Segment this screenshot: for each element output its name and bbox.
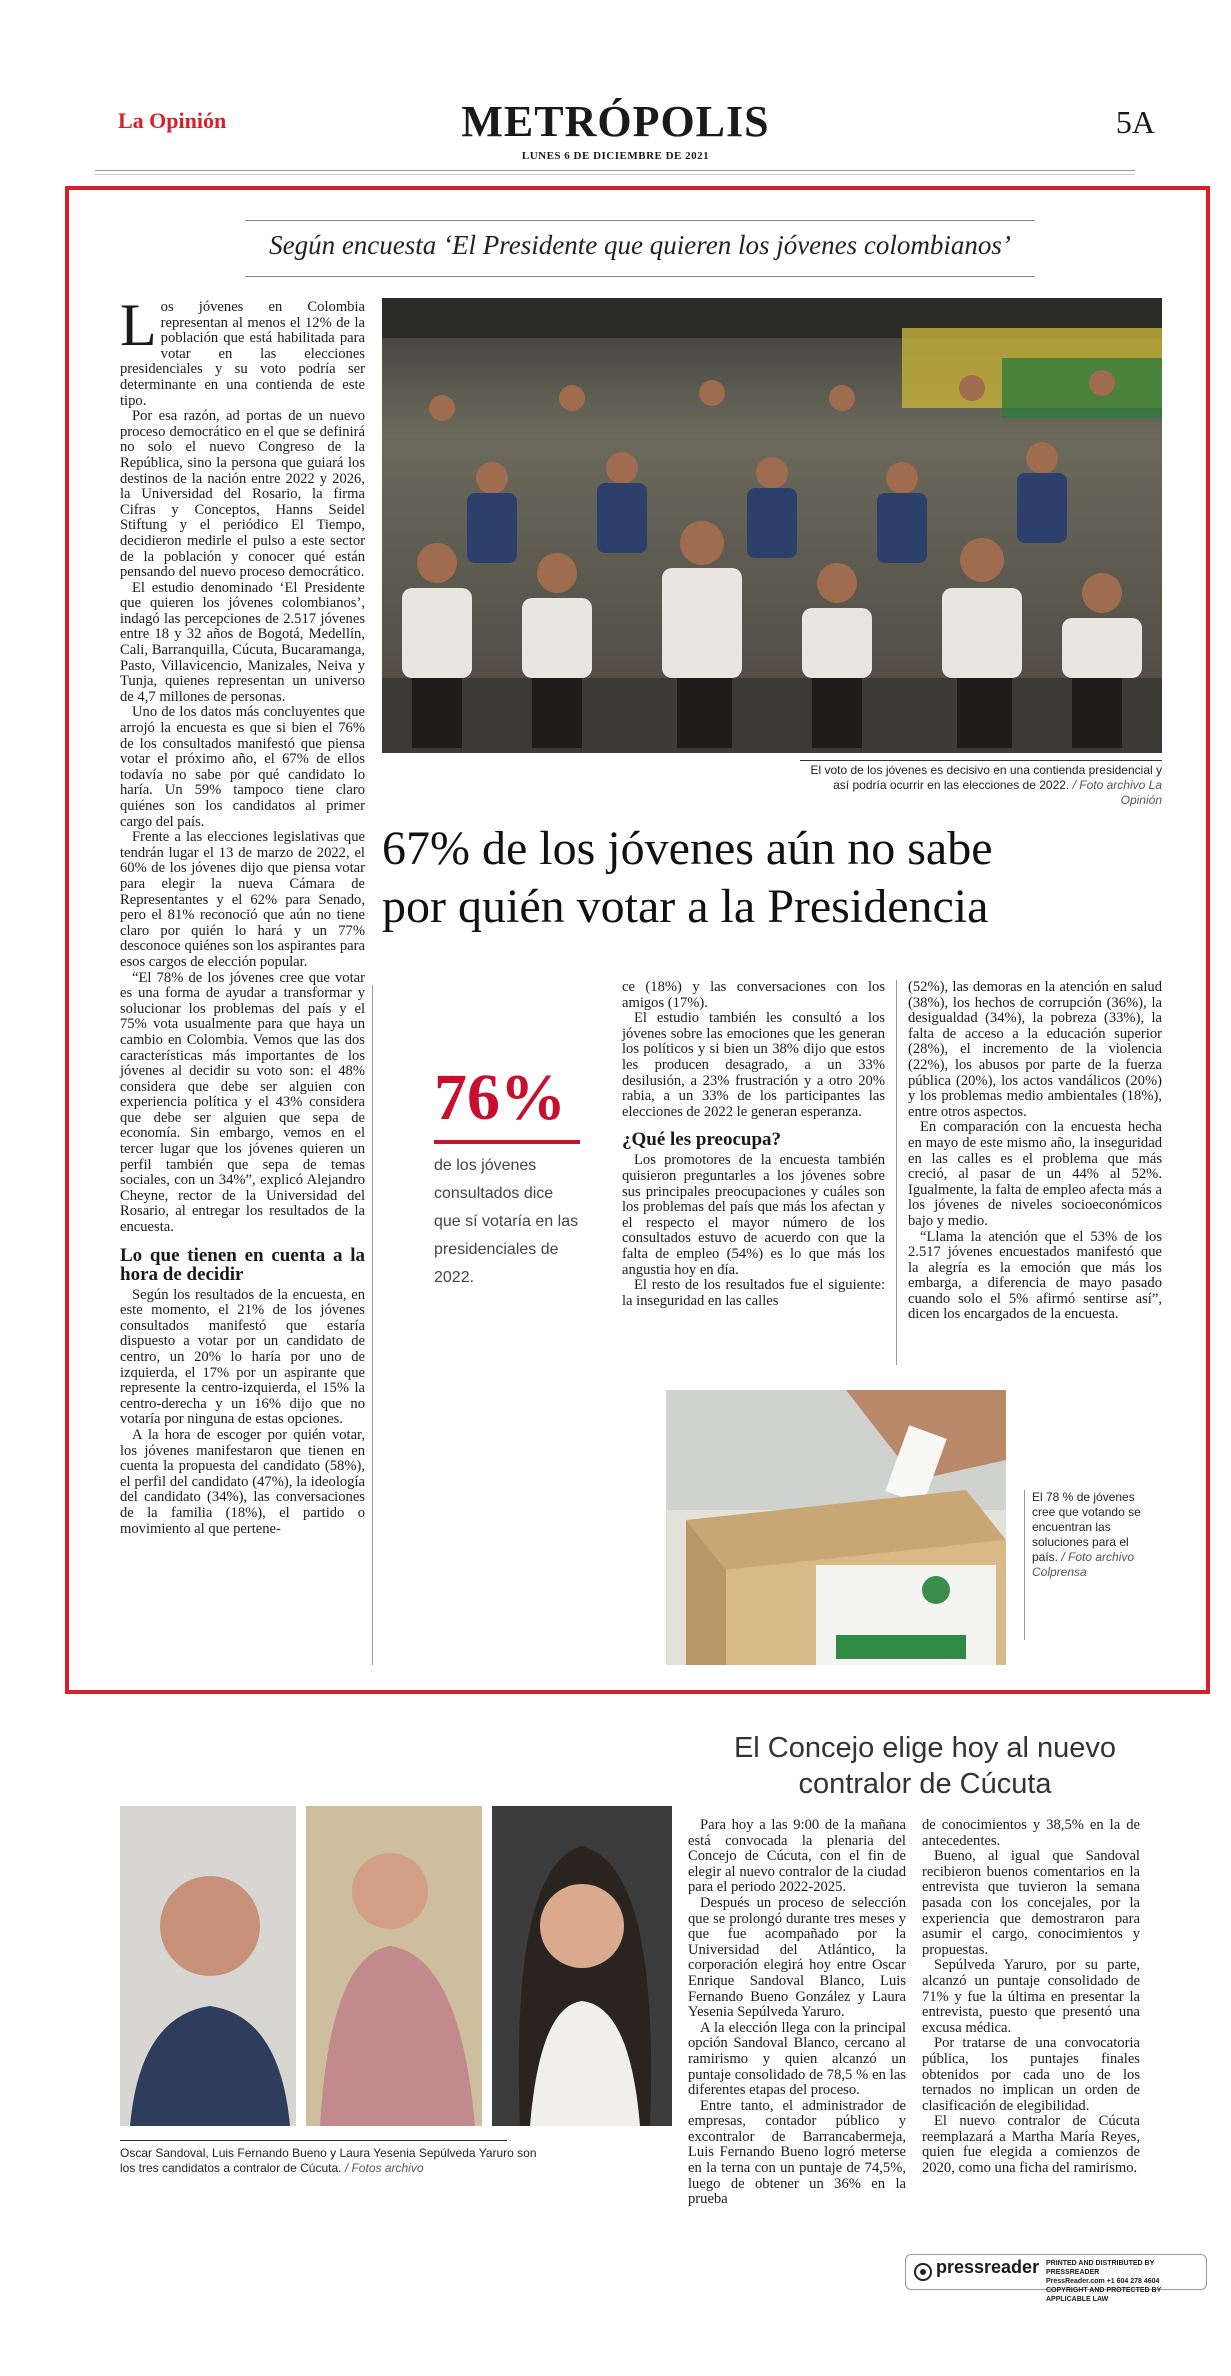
paragraph: Después un proceso de selección que se prolongó durante tres meses y que fue acompañado por la Universidad del Atlántico, la corporación elegirá hoy entre Oscar Enrique Sandoval Blanco, Luis Fernando Bueno González y Laura Yesenia Sepúlveda Yaruro. bbox=[688, 1894, 906, 2021]
students-photo bbox=[382, 298, 1162, 753]
photo-caption bbox=[800, 763, 1162, 808]
subhead: Lo que tienen en cuenta a la hora de decidir bbox=[120, 1244, 365, 1285]
paragraph: (52%), las demoras en la atención en salud (38%), los hechos de corrupción (36%), la desigualdad (34%), la pobreza (33%), la falta de acceso a la educación superior (28%), el incremento de la violencia (22%), los abusos por parte de la fuerza pública (20%), los actos vandálicos (20%) y los problemas medio ambientales (18%), entre otros aspectos. bbox=[908, 979, 1162, 1120]
paragraph: Uno de los datos más concluyentes que arrojó la encuesta es que si bien el 76% de los consultados manifestó que piensa votar el próximo año, el 67% de ellos todavía no sabe por qué candidato lo haría. Un 59% tampoco tiene claro quiénes son los candidatos al primer cargo del país. bbox=[120, 704, 365, 830]
paragraph: “El 78% de los jóvenes cree que votar es una forma de ayudar a transformar y solucionar los problemas del país y el 75% vota usualmente para que haya un cambio en Colombia. Vemos que las dos características más importantes de los jóvenes al decidir su voto son: el 48% considera que debe ser alguien con experiencia política y el 43% considera que debe ser alguien que sepa de economía. Sin embargo, vemos en el tercer lugar que los jóvenes quieren un perfil también que sepa de temas sociales, con un 34%”, explicó Alejandro Cheyne, rector de la Universidad del Rosario, al entregar los resultados de la encuesta. bbox=[120, 969, 365, 1236]
notice-line: PressReader.com +1 604 278 4604 bbox=[1046, 2278, 1160, 2285]
left-column bbox=[120, 292, 365, 1537]
paragraph: El estudio denominado ‘El Presidente que quieren los jóvenes colombianos’, indagó las percepciones de 2.517 jóvenes entre 18 y 32 años de Bogotá, Medellín, Cali, Barranquilla, Cúcuta, Bucaramanga, Pasto, Villavicencio, Manizales, Neiva y Tunja, quienes representan un universo de 4,7 millones de personas. bbox=[120, 579, 365, 705]
column-divider bbox=[372, 985, 373, 1665]
paragraph: Entre tanto, el administrador de empresas, contador público y excontralor de Barrancabermeja, Luis Fernando Bueno logró meterse en la terna con un puntaje de 74,5%, luego de obtener un 36% en la prueba bbox=[688, 2097, 906, 2208]
subhead: ¿Qué les preocupa? bbox=[622, 1129, 782, 1151]
paragraph: os jóvenes en Colombia representan al menos el 12% de la población que está habilitada para votar en las elecciones presidenciales y su voto podría ser determinante en una contienda de este tipo. bbox=[120, 299, 365, 409]
paragraph: El estudio también les consultó a los jóvenes sobre las emociones que les generan los políticos y si bien un 38% dijo que estos les producen desagrado, a un 33% desilusión, a 23% frustración y a otro 20% rabia, a un 33% de los participantes las elecciones de 2022 le generan esperanza. bbox=[622, 1010, 885, 1120]
headline bbox=[382, 820, 1162, 936]
column-divider bbox=[896, 980, 897, 1365]
drop-cap: L bbox=[120, 292, 157, 358]
caption-divider bbox=[1024, 1490, 1025, 1640]
ballot-illustration bbox=[666, 1390, 1006, 1665]
candidates-caption bbox=[120, 2146, 540, 2176]
stat-value: 76% bbox=[434, 1061, 566, 1134]
paragraph: Bueno, al igual que Sandoval recibieron buenos comentarios en la entrevista que tuvieron la semana pasada con los concejales, por la experiencia que demostraron para asumir el cargo, conocimientos y propuestas. bbox=[922, 1848, 1140, 1958]
pressreader-badge[interactable] bbox=[905, 2254, 1207, 2303]
crowd-illustration bbox=[382, 298, 1162, 753]
headline-line: 67% de los jóvenes aún no sabe bbox=[382, 822, 993, 875]
section-title: METRÓPOLIS bbox=[461, 97, 770, 146]
pressreader-logo: pressreader bbox=[936, 2257, 1040, 2277]
caption-credit: / Fotos archivo bbox=[344, 2161, 424, 2175]
caption-text: Oscar Sandoval, Luis Fernando Bueno y Laura Yesenia Sepúlveda Yaruro son los tres candidatos a contralor de Cúcuta. bbox=[120, 2146, 537, 2175]
paragraph: Frente a las elecciones legislativas que tendrán lugar el 13 de marzo de 2022, el 60% de los jóvenes dijo que piensa votar para elegir la nueva Cámara de Representantes y el 62% para Senado, pero el 81% reconoció que aún no tiene claro por quién lo hará y un 77% desconoce quiénes son los aspirantes para esos cargos de elección popular. bbox=[120, 829, 365, 970]
paragraph: Según los resultados de la encuesta, en este momento, el 21% de los jóvenes consultados manifestó que estaría dispuesto a votar por un candidato de centro, un 20% lo haría por uno de izquierda, el 17% por un aspirante que represente la centro-izquierda, el 15% la centro-derecha y un 16% dijo que no votaría por ninguna de estas opciones. bbox=[120, 1286, 365, 1428]
kicker-rule-top bbox=[245, 220, 1035, 221]
caption-credit: / Foto archivo La Opinión bbox=[1072, 778, 1162, 807]
ballot-box-photo bbox=[666, 1390, 1006, 1665]
candidates-illustration bbox=[120, 1806, 672, 2126]
kicker-rule-bottom bbox=[245, 276, 1035, 277]
header-rule-secondary bbox=[95, 174, 1135, 175]
stat-rule bbox=[434, 1140, 580, 1144]
second-right-column bbox=[922, 1818, 1140, 2177]
caption-text: El voto de los jóvenes es decisivo en una contienda presidencial y así podría ocurrir en las elecciones de 2022. bbox=[810, 763, 1162, 792]
paragraph: Los promotores de la encuesta también quisieron preguntarles a los jóvenes sobre sus principales preocupaciones y cuáles son los problemas del país que más los afectan y el respecto el mayor número de los consultados estuvo de acuerdo con que la falta de empleo (54%) es lo que más los angustia hoy en día. bbox=[622, 1152, 885, 1278]
caption-rule bbox=[120, 2140, 507, 2141]
paragraph: Por esa razón, ad portas de un nuevo proceso democrático en el que se definirá no solo el nuevo Congreso de la República, sino la persona que guiará los destinos de la nación entre 2022 y 2026, la Universidad del Rosario, la firma Cifras y Conceptos, Hanns Seidel Stiftung y el periódico El Tiempo, decidieron medirle el pulso a este sector de la población y conocer qué están pensando del nuevo proceso democrático. bbox=[120, 408, 365, 581]
candidates-photo bbox=[120, 1806, 672, 2126]
header-rule bbox=[95, 170, 1135, 171]
middle-column bbox=[622, 980, 885, 1309]
paragraph: El resto de los resultados fue el siguiente: la inseguridad en las calles bbox=[622, 1277, 885, 1309]
paragraph: ce (18%) y las conversaciones con los amigos (17%). bbox=[622, 979, 885, 1011]
paragraph: En comparación con la encuesta hecha en mayo de este mismo año, la inseguridad en las calles es el problema que más creció, al pasar de un 44% al 52%. Igualmente, la falta de empleo afecta más a los jóvenes de niveles socioeconómicos bajo y medio. bbox=[908, 1119, 1162, 1229]
paragraph: El nuevo contralor de Cúcuta reemplazará a Martha María Reyes, quien fue elegida a comienzos de 2020, como una ficha del ramirismo. bbox=[922, 2113, 1140, 2177]
caption-rule bbox=[800, 760, 1162, 761]
caption-text: El 78 % de jóvenes cree que votando se encuentran las soluciones para el país. bbox=[1032, 1490, 1141, 1564]
notice-line: PRINTED AND DISTRIBUTED BY PRESSREADER bbox=[1046, 2260, 1155, 2276]
notice-line: COPYRIGHT AND PROTECTED BY APPLICABLE LAW bbox=[1046, 2287, 1162, 2303]
headline-line: por quién votar a la Presidencia bbox=[382, 880, 989, 933]
pressreader-notice bbox=[1046, 2259, 1201, 2304]
kicker: Según encuesta ‘El Presidente que quieren los jóvenes colombianos’ bbox=[269, 230, 1011, 260]
paragraph: A la hora de escoger por quién votar, los jóvenes manifestaron que tienen en cuenta la propuesta del candidato (58%), el perfil del candidato (47%), la ideología del candidato (34%), las conversaciones de la familia (18%), el partido o movimiento al que pertene- bbox=[120, 1426, 365, 1537]
second-left-column bbox=[688, 1818, 906, 2208]
dateline: LUNES 6 DE DICIEMBRE DE 2021 bbox=[521, 150, 710, 162]
paragraph: “Llama la atención que el 53% de los 2.517 jóvenes encuestados manifestó que la alegría es la emoción que más los embarga, a diferencia de mayo pasado cuando solo el 5% afirmó sentirse así”, dicen los encargados de la encuesta. bbox=[908, 1228, 1162, 1323]
paragraph: Para hoy a las 9:00 de la mañana está convocada la plenaria del Concejo de Cúcuta, con el fin de elegir al nuevo contralor de la ciudad para el periodo 2022-2025. bbox=[688, 1817, 906, 1896]
ballot-caption bbox=[1032, 1490, 1142, 1580]
brand-logo: La Opinión bbox=[118, 108, 227, 133]
pressreader-icon bbox=[914, 2263, 932, 2281]
paragraph: Sepúlveda Yaruro, por su parte, alcanzó un puntaje consolidado de 71% y fue la última en presentar la entrevista, puesto que presentó una excusa médica. bbox=[922, 1957, 1140, 2036]
paragraph: de conocimientos y 38,5% en la de antecedentes. bbox=[922, 1817, 1140, 1849]
stat-text: de los jóvenes consultados dice que sí votaría en las presidenciales de 2022. bbox=[434, 1157, 579, 1286]
second-headline: El Concejo elige hoy al nuevo contralor de Cúcuta bbox=[733, 1732, 1117, 1800]
paragraph: A la elección llega con la principal opción Sandoval Blanco, cercano al ramirismo y quien alcanzó un puntaje consolidado de 78,5 % en las diferentes etapas del proceso. bbox=[688, 2019, 906, 2099]
paragraph: Por tratarse de una convocatoria pública, los puntajes finales obtenidos por cada uno de los ternados no implican un orden de clasificación de elegibilidad. bbox=[922, 2035, 1140, 2114]
page-number: 5A bbox=[1115, 104, 1155, 140]
right-column bbox=[908, 980, 1162, 1323]
caption-credit: / Foto archivo Colprensa bbox=[1032, 1550, 1135, 1579]
